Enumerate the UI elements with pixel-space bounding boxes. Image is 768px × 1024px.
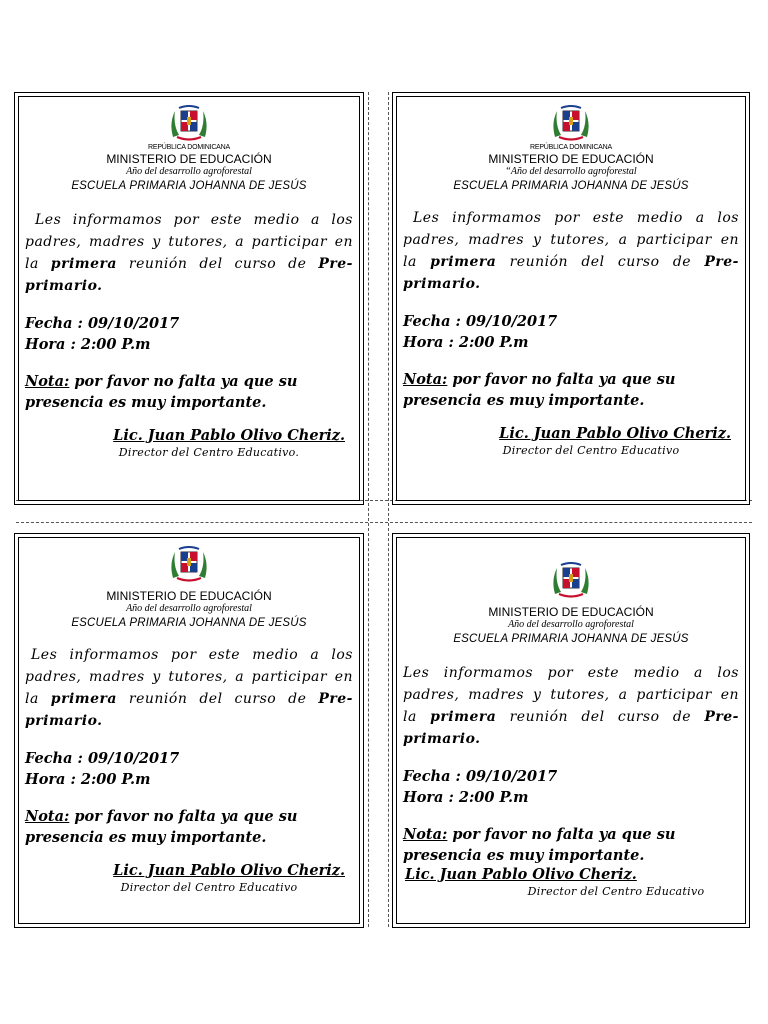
ministerio-text: MINISTERIO DE EDUCACIÓN [106, 589, 272, 603]
nota-text: Nota: por favor no falta ya que su [403, 825, 676, 843]
body-line: la primera reunión del curso de Pre- [25, 690, 353, 707]
body-line: primario. [403, 275, 481, 292]
body-line: Les informamos por este medio a los [413, 209, 739, 226]
body-line: Les informamos por este medio a los [31, 646, 353, 663]
hora-text: Hora : 2:00 P.m [403, 788, 529, 806]
fecha-text: Fecha : 09/10/2017 [25, 314, 180, 332]
body-line: primario. [25, 712, 103, 729]
body-line: padres, madres y tutores, a participar en [25, 233, 353, 250]
hora-text: Hora : 2:00 P.m [403, 333, 529, 351]
escuela-text: ESCUELA PRIMARIA JOHANNA DE JESÚS [71, 617, 307, 629]
message-body [25, 209, 353, 297]
nota-text-2: presencia es muy importante. [403, 391, 645, 409]
nota-text-2: presencia es muy importante. [25, 828, 267, 846]
signature-title: Director del Centro Educativo. [118, 445, 300, 459]
coat-of-arms-icon [167, 544, 211, 584]
invitation-card-2 [396, 96, 746, 501]
republica-text: REPÚBLICA DOMINICANA [530, 144, 612, 151]
cut-line-vertical [368, 92, 369, 927]
cut-line-vertical [388, 92, 389, 927]
invitation-card-3 [18, 537, 360, 924]
invitation-card-4 [396, 537, 746, 924]
signature-title: Director del Centro Educativo [502, 443, 680, 457]
body-line: Les informamos por este medio a los [35, 211, 353, 228]
signature-title: Director del Centro Educativo [527, 884, 705, 898]
fecha-text: Fecha : 09/10/2017 [403, 312, 558, 330]
body-line: la primera reunión del curso de Pre- [25, 255, 353, 272]
coat-of-arms-icon [167, 103, 211, 143]
body-line: padres, madres y tutores, a participar en [403, 231, 739, 248]
nota-text: Nota: por favor no falta ya que su [25, 807, 298, 825]
signature-name: Lic. Juan Pablo Olivo Cheriz. [113, 861, 345, 879]
body-line: la primera reunión del curso de Pre- [403, 708, 739, 725]
ministerio-text: MINISTERIO DE EDUCACIÓN [488, 152, 654, 166]
nota-text-2: presencia es muy importante. [25, 393, 267, 411]
nota-text: Nota: por favor no falta ya que su [403, 370, 676, 388]
anio-text: Año del desarrollo agroforestal [126, 166, 252, 177]
signature-name: Lic. Juan Pablo Olivo Cheriz. [405, 865, 637, 883]
message-body [403, 207, 739, 295]
republica-text: REPÚBLICA DOMINICANA [148, 144, 230, 151]
invitation-card-1 [18, 96, 360, 501]
card-header [403, 560, 739, 646]
nota-text-2: presencia es muy importante. [403, 846, 645, 864]
ministerio-text: MINISTERIO DE EDUCACIÓN [488, 605, 654, 619]
nota-text: Nota: por favor no falta ya que su [25, 372, 298, 390]
hora-text: Hora : 2:00 P.m [25, 335, 151, 353]
signature-name: Lic. Juan Pablo Olivo Cheriz. [113, 426, 345, 444]
card-header [403, 103, 739, 193]
anio-text: “Año del desarrollo agroforestal [505, 166, 637, 177]
cut-line-horizontal [16, 522, 752, 523]
card-header [25, 544, 353, 630]
escuela-text: ESCUELA PRIMARIA JOHANNA DE JESÚS [453, 180, 689, 192]
coat-of-arms-icon [549, 103, 593, 143]
card-header [25, 103, 353, 193]
ministerio-text: MINISTERIO DE EDUCACIÓN [106, 152, 272, 166]
body-line: padres, madres y tutores, a participar en [25, 668, 353, 685]
body-line: la primera reunión del curso de Pre- [403, 253, 739, 270]
body-line: padres, madres y tutores, a participar en [403, 686, 739, 703]
body-line: primario. [25, 277, 103, 294]
fecha-text: Fecha : 09/10/2017 [403, 767, 558, 785]
hora-text: Hora : 2:00 P.m [25, 770, 151, 788]
coat-of-arms-icon [549, 560, 593, 600]
body-line: Les informamos por este medio a los [403, 664, 739, 681]
escuela-text: ESCUELA PRIMARIA JOHANNA DE JESÚS [453, 633, 689, 645]
body-line: primario. [403, 730, 481, 747]
signature-name: Lic. Juan Pablo Olivo Cheriz. [499, 424, 731, 442]
message-body [403, 662, 739, 750]
anio-text: Año del desarrollo agroforestal [126, 603, 252, 614]
signature-title: Director del Centro Educativo [120, 880, 298, 894]
escuela-text: ESCUELA PRIMARIA JOHANNA DE JESÚS [71, 180, 307, 192]
message-body [25, 644, 353, 732]
anio-text: Año del desarrollo agroforestal [508, 619, 634, 630]
fecha-text: Fecha : 09/10/2017 [25, 749, 180, 767]
